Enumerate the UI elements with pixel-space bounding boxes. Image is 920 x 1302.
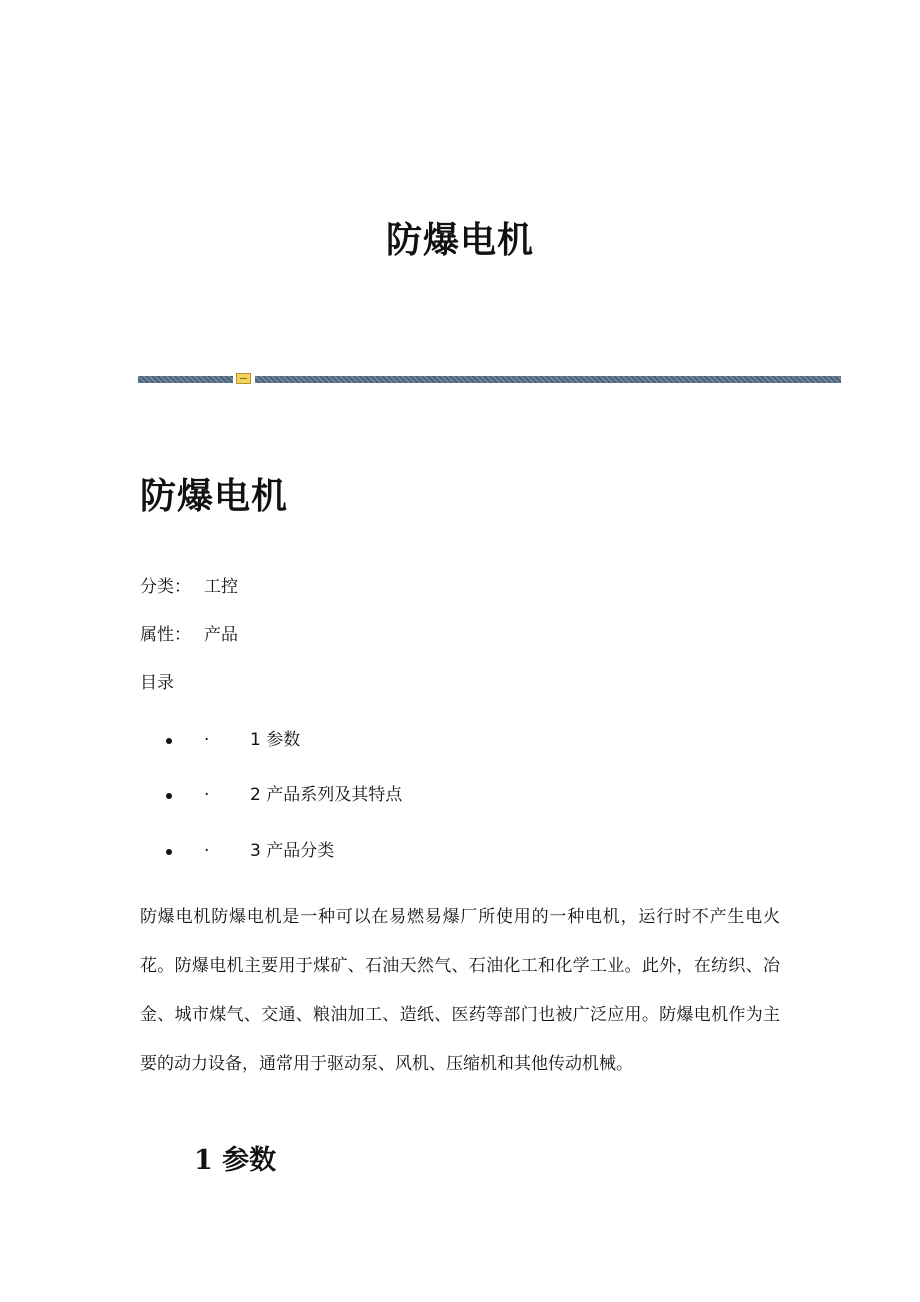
divider-ornament-icon (236, 373, 251, 384)
meta-category-label: 分类： (140, 577, 191, 597)
bullet-icon (166, 793, 172, 799)
cover-title: 防爆电机 (385, 219, 534, 261)
meta-attribute-value: 产品 (204, 625, 238, 645)
divider-bar-left (138, 376, 233, 383)
toc-item[interactable] (140, 783, 540, 807)
toc-link-params[interactable]: 1 参数 (250, 730, 301, 750)
toc-dot: · (204, 785, 210, 805)
toc-item[interactable] (140, 839, 540, 863)
decorative-divider (138, 373, 841, 384)
meta-category (140, 575, 238, 599)
bullet-icon (166, 738, 172, 744)
meta-category-value: 工控 (204, 577, 238, 597)
toc-link-product-classification[interactable]: 3 产品分类 (250, 841, 335, 861)
toc-dot: · (204, 841, 210, 861)
article-title: 防爆电机 (140, 475, 289, 517)
intro-paragraph: 防爆电机防爆电机是一种可以在易燃易爆厂所使用的一种电机，运行时不产生电火花。防爆电机主要用于煤矿、石油天然气、石油化工和化学工业。此外，在纺织、冶金、城市煤气、交通、粮油加工、造纸、医药等部门也被广泛应用。防爆电机作为主要的动力设备，通常用于驱动泵、风机、压缩机和其他传动机械。 (140, 907, 780, 1074)
section-heading-params: 1 参数 (194, 1145, 277, 1176)
divider-bar-right (255, 376, 841, 383)
meta-attribute-label: 属性： (140, 625, 191, 645)
meta-attribute (140, 623, 238, 647)
toc-item[interactable] (140, 728, 540, 752)
toc-label: 目录 (140, 673, 174, 693)
bullet-icon (166, 849, 172, 855)
toc-dot: · (204, 730, 210, 750)
toc-link-product-series[interactable]: 2 产品系列及其特点 (250, 785, 403, 805)
